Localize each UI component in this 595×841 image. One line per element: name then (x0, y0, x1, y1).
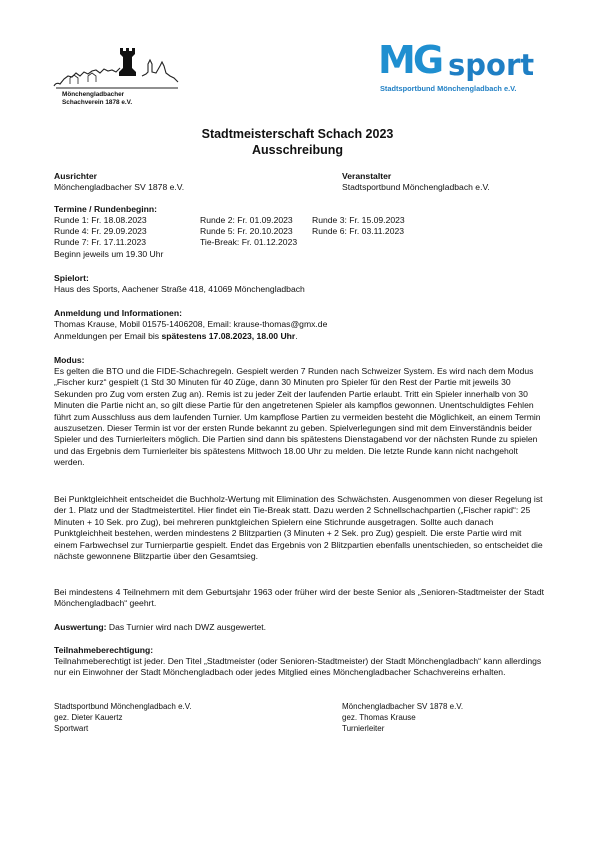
runde-5: Runde 5: Fr. 20.10.2023 (200, 226, 293, 236)
runde-7: Runde 7: Fr. 17.11.2023 (54, 237, 147, 247)
signature-right-name: gez. Thomas Krause (342, 713, 416, 722)
spielort-value: Haus des Sports, Aachener Straße 418, 41069 Mönchengladbach (54, 284, 305, 294)
veranstalter-label: Veranstalter (342, 171, 392, 181)
runde-4: Runde 4: Fr. 29.09.2023 (54, 226, 147, 236)
signature-right-org: Mönchengladbacher SV 1878 e.V. (342, 702, 464, 711)
signature-left-org: Stadtsportbund Mönchengladbach e.V. (54, 702, 192, 711)
runde-3: Runde 3: Fr. 15.09.2023 (312, 215, 405, 225)
runde-1: Runde 1: Fr. 18.08.2023 (54, 215, 147, 225)
mgsport-logo (378, 40, 540, 98)
beginn-time: Beginn jeweils um 19.30 Uhr (54, 249, 164, 259)
termine-heading: Termine / Rundenbeginn: (54, 204, 157, 214)
document-subtitle: Ausschreibung (252, 143, 343, 157)
ausrichter-label: Ausrichter (54, 171, 97, 181)
schachverein-logo (50, 46, 182, 112)
modus-heading: Modus: (54, 355, 85, 365)
signature-right-role: Turnierleiter (342, 724, 385, 733)
teilnahme-heading: Teilnahmeberechtigung: (54, 645, 154, 655)
modus-paragraph-1: Es gelten die BTO und die FIDE-Schachregeln. Gespielt werden 7 Runden nach Schweizer System. Es wird nach dem Modus „Fischer kurz“ gespielt (1 Std 30 Minuten für 40 Züge, dann 30 Minuten pro Spieler für den Rest der Partie mit jeweils 30 Sekunden pro Zug vom ersten Zug an). Remis ist zu jeder Zeit der laufenden Partie erlaubt. Tritt ein Spieler innerhalb von 30 Minuten die Partie nicht an, so gilt diese Partie für den angetretenen Spieler als kampflos gewonnen. Unentschuldigtes Fehlen führt zum Ausschluss aus dem laufenden Turnier. Um kampflose Partien zu vermeiden besteht die Möglichkeit, an einem Termin auszusetzen. Dieser Termin ist vor der ersten Runde bekannt zu geben. Spielverlegungen sind mit dem Einverständnis beider Spieler und des Turnierleiters möglich. Die Partien sind dann bis spätestens Dienstagabend vor der nächsten Runde zu spielen und das Ergebnis dem Turnierleiter bis spätestens Mittwoch 18.00 Uhr zu melden. Die letzte Runde kann nicht nachgeholt werden. (54, 366, 541, 468)
anmeldung-heading: Anmeldung und Informationen: (54, 308, 182, 318)
teilnahme-value: Teilnahmeberechtigt ist jeder. Den Titel „Stadtmeister (oder Senioren-Stadtmeister) der Stadt Mönchengladbach“ kann allerdings nur ein Einwohner der Stadt Mönchengladbach oder jedes Mitglied eines Mönchengladbacher Schachvereins erhalten. (54, 656, 542, 678)
runde-2: Runde 2: Fr. 01.09.2023 (200, 215, 293, 225)
deadline-prefix: Anmeldungen per Email bis (54, 331, 162, 341)
tie-break: Tie-Break: Fr. 01.12.2023 (200, 237, 298, 247)
stadtsportbund-caption: Stadtsportbund Mönchengladbach e.V. (380, 84, 517, 93)
sport-logo-text: sport (448, 48, 535, 82)
spielort-heading: Spielort: (54, 273, 89, 283)
runde-6: Runde 6: Fr. 03.11.2023 (312, 226, 405, 236)
auswertung-line (54, 622, 266, 633)
anmeldung-contact: Thomas Krause, Mobil 01575-1406208, Email: krause-thomas@gmx.de (54, 319, 328, 329)
auswertung-value: Das Turnier wird nach DWZ ausgewertet. (106, 622, 267, 632)
veranstalter-value: Stadtsportbund Mönchengladbach e.V. (342, 182, 490, 192)
signature-left-role: Sportwart (54, 724, 89, 733)
logo-caption-2: Schachverein 1878 e.V. (62, 99, 133, 106)
mg-logo-text: MG (378, 38, 442, 82)
modus-paragraph-2: Bei Punktgleichheit entscheidet die Buchholz-Wertung mit Elimination des Schwächsten. Ausgenommen von dieser Regelung ist der 1. Platz und der Stadtmeistertitel. Hier findet ein Tie-Break statt. Dazu werden 2 Schnellschachpartien („Fischer rapid“: 25 Minuten + 10 Sek. pro Zug), bei mehreren punktgleichen Spielern eine Stichrunde ausgetragen. Sollte auch danach Punktgleichheit bestehen, werden mindestens 2 Blitzpartien (3 Minuten + 2 Sek. pro Zug) gespielt. Die erste Partie wird mit einem Farbwechsel zur Turnierpartie gespielt. Endet das Ergebnis von 2 Blitzpartien ebenfalls unentschieden, so entscheidet die nächste gewonnene Blitzpartie über den Gesamtsieg. (54, 494, 543, 562)
chess-rook-skyline-icon (50, 46, 182, 92)
document-title: Stadtmeisterschaft Schach 2023 (201, 127, 394, 141)
auswertung-heading: Auswertung: (54, 622, 107, 632)
ausrichter-value: Mönchengladbacher SV 1878 e.V. (54, 182, 185, 192)
anmeldung-deadline (54, 331, 298, 342)
signature-left-name: gez. Dieter Kauertz (54, 713, 123, 722)
deadline-date: spätestens 17.08.2023, 18.00 Uhr (161, 331, 296, 341)
modus-paragraph-3: Bei mindestens 4 Teilnehmern mit dem Geburtsjahr 1963 oder früher wird der beste Senior als „Senioren-Stadtmeister der Stadt Mönchengladbach“ geehrt. (54, 587, 544, 609)
logo-caption-1: Mönchengladbacher (62, 91, 125, 98)
deadline-suffix: . (295, 331, 298, 341)
